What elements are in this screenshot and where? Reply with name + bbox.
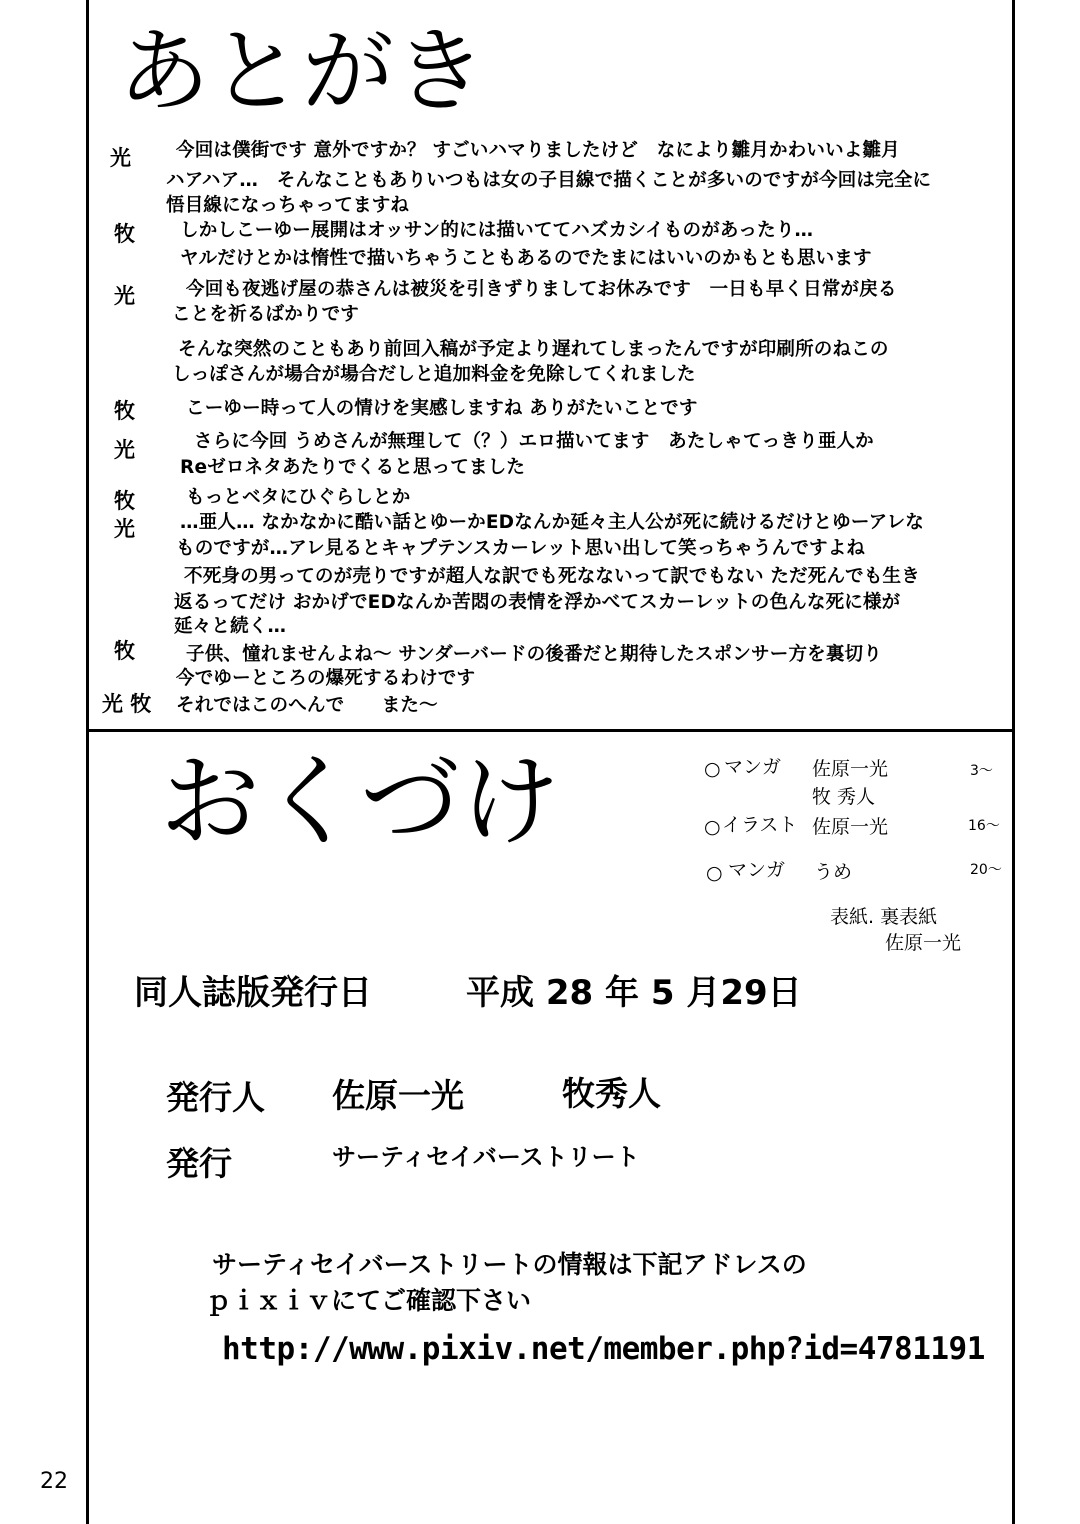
speaker-label: 光 牧 — [102, 692, 152, 716]
cover-name: 佐原一光 — [885, 932, 962, 954]
afterword-line: 不死身の男ってのが売りですが超人な訳でも死なないって訳でもない ただ死んでも生き — [184, 566, 920, 587]
page-number: 22 — [40, 1469, 68, 1494]
afterword-line: …亜人… なかなかに酷い話とゆーかEDなんか延々主人公が死に続けるだけとゆーアレな — [180, 512, 924, 533]
credit-page: 3～ — [970, 763, 993, 779]
publisher-label: 発行人 — [166, 1078, 265, 1117]
credit-page: 20～ — [970, 862, 1002, 878]
afterword-line: 返るってだけ おかげでEDなんか苦悶の表情を浮かべてスカーレットの色んな死に様が — [174, 592, 901, 613]
info-line: ｐｉｘｉｖにてご確認下さい — [206, 1286, 532, 1315]
afterword-line: それではこのへんで また～ — [176, 695, 438, 716]
credit-name: うめ — [814, 861, 853, 883]
speaker-label: 光 — [114, 517, 135, 541]
credit-name: 佐原一光 — [812, 758, 889, 780]
credit-mark: ○ — [704, 758, 721, 780]
credit-mark: ○ — [704, 816, 721, 838]
afterword-line: 今回も夜逃げ屋の恭さんは被災を引きずりましてお休みです 一日も早く日常が戻る — [186, 279, 897, 300]
info-line: サーティセイバーストリートの情報は下記アドレスの — [212, 1250, 807, 1279]
afterword-line: 今でゆーところの爆死するわけです — [176, 668, 476, 689]
afterword-line: 悟目線になっちゃってますね — [166, 195, 410, 216]
speaker-label: 光 — [114, 438, 135, 462]
circle-label: 発行 — [166, 1144, 232, 1183]
afterword-line: そんな突然のこともあり前回入稿が予定より遅れてしまったんですが印刷所のねこの — [178, 339, 889, 360]
afterword-line: ことを祈るばかりです — [172, 304, 360, 325]
credit-role: マンガ — [724, 756, 782, 778]
pixiv-url: http://www.pixiv.net/member.php?id=4781191 — [222, 1331, 985, 1367]
speaker-label: 光 — [114, 284, 135, 308]
afterword-line: ヤルだけとかは惰性で描いちゃうこともあるのでたまにはいいのかもとも思います — [180, 248, 872, 269]
credit-mark: ○ — [706, 862, 723, 884]
afterword-line: ハアハア… そんなこともありいつもは女の子目線で描くことが多いのですが今回は完全に — [166, 170, 932, 191]
afterword-line: ものですが…アレ見るとキャプテンスカーレット思い出して笑っちゃうんですよね — [176, 538, 866, 559]
section-divider — [86, 729, 1015, 732]
frame-right-border — [1012, 0, 1015, 1524]
colophon-title: おくづけ — [160, 743, 560, 860]
credit-name: 牧 秀人 — [812, 786, 876, 808]
speaker-label: 牧 — [114, 399, 135, 423]
afterword-line: Reゼロネタあたりでくると思ってました — [180, 457, 526, 478]
cover-label: 表紙. 裏表紙 — [830, 906, 938, 928]
credit-role: マンガ — [728, 859, 786, 881]
credit-page: 16～ — [968, 818, 1000, 834]
publisher-name: 佐原一光 — [332, 1076, 464, 1115]
speaker-label: 牧 — [114, 222, 135, 246]
afterword-title: あとがき — [118, 18, 487, 125]
publisher-name: 牧秀人 — [562, 1074, 661, 1113]
afterword-line: しっぽさんが場合が場合だしと追加料金を免除してくれました — [172, 364, 696, 385]
speaker-label: 牧 — [114, 639, 135, 663]
speaker-label: 牧 — [114, 489, 135, 513]
credit-role: イラスト — [722, 814, 798, 836]
credit-name: 佐原一光 — [812, 816, 889, 838]
frame-left-border — [86, 0, 89, 1524]
circle-name: サーティセイバーストリート — [332, 1143, 640, 1171]
afterword-line: こーゆー時って人の情けを実感しますね ありがたいことです — [186, 398, 698, 419]
afterword-line: もっとベタにひぐらしとか — [186, 487, 411, 508]
release-date: 平成 28 年 5 月29日 — [466, 973, 802, 1013]
afterword-line: 子供、憧れませんよね～ サンダーバードの後番だと期待したスポンサー方を裏切り — [186, 644, 882, 665]
afterword-line: さらに今回 うめさんが無理して（？）エロ描いてます あたしゃてっきり亜人か — [194, 431, 874, 452]
afterword-line: 延々と続く… — [174, 616, 287, 637]
afterword-line: しかしこーゆー展開はオッサン的には描いててハズカシイものがあったり… — [180, 220, 814, 241]
release-label: 同人誌版発行日 — [134, 973, 372, 1013]
speaker-label: 光 — [110, 146, 131, 170]
afterword-line: 今回は僕街です 意外ですか？ すごいハマりましたけど なにより雛月かわいいよ雛月 — [176, 140, 900, 161]
